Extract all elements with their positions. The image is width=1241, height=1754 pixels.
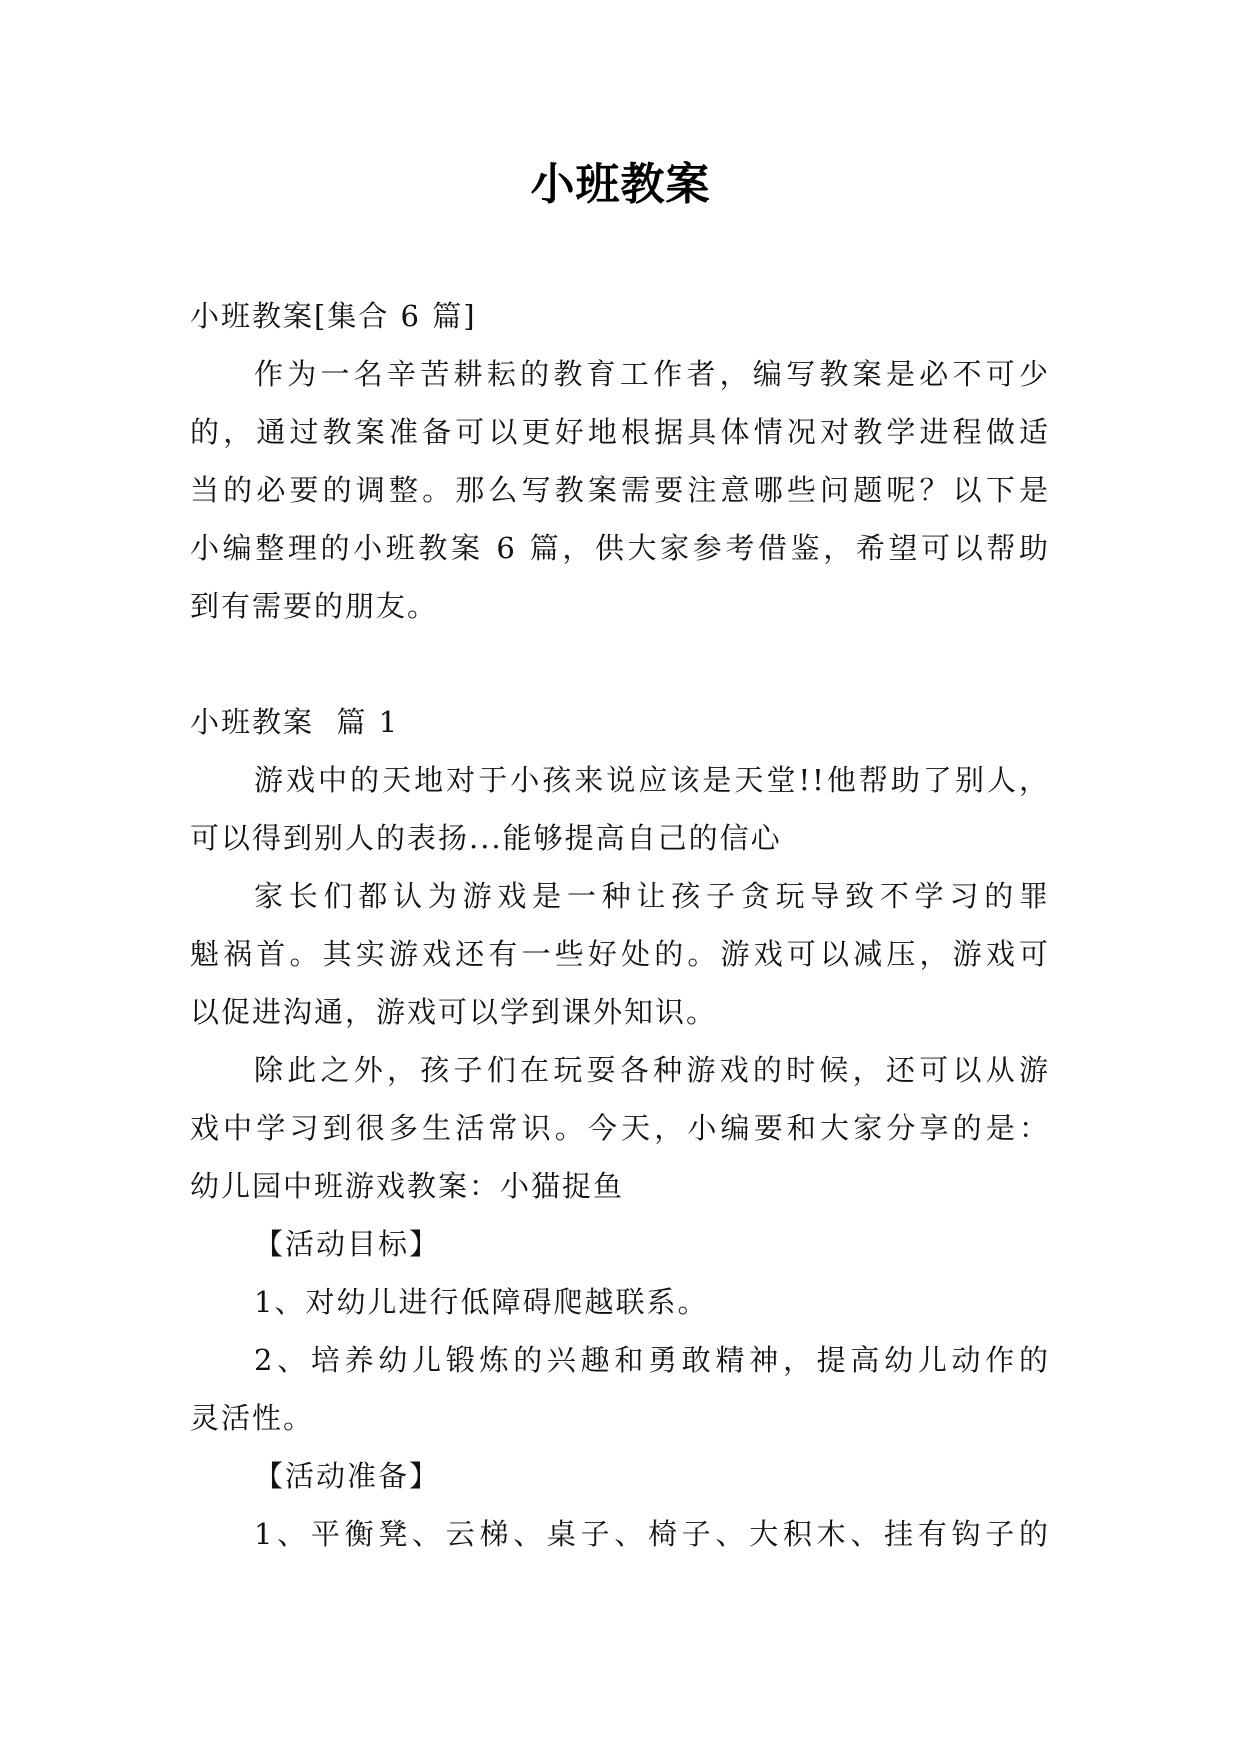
- paragraph-line: 小编整理的小班教案 6 篇，供大家参考借鉴，希望可以帮助: [190, 531, 1050, 565]
- activity-preparation-label: [190, 1447, 1050, 1505]
- intro-paragraph: [190, 345, 1050, 635]
- paragraph-line: 作为一名辛苦耕耘的教育工作者，编写教案是必不可少: [254, 357, 1050, 391]
- paragraph-line: 当的必要的调整。那么写教案需要注意哪些问题呢？以下是: [190, 473, 1050, 507]
- section-label: 【活动准备】: [254, 1459, 441, 1493]
- section-heading: 小班教案 篇 1: [190, 705, 400, 739]
- activity-goals-label: [190, 1215, 1050, 1273]
- paragraph-line: 魁祸首。其实游戏还有一些好处的。游戏可以减压，游戏可: [190, 937, 1050, 971]
- list-item: [190, 1331, 1050, 1447]
- paragraph-line: 除此之外，孩子们在玩耍各种游戏的时候，还可以从游: [254, 1053, 1050, 1087]
- paragraph-line: 戏中学习到很多生活常识。今天，小编要和大家分享的是：: [190, 1111, 1050, 1145]
- document-title: 小班教案: [530, 159, 711, 210]
- list-item-line: 2、培养幼儿锻炼的兴趣和勇敢精神，提高幼儿动作的: [254, 1343, 1050, 1377]
- paragraph-line: 以促进沟通，游戏可以学到课外知识。: [190, 995, 718, 1029]
- list-item-line: 1、平衡凳、云梯、桌子、椅子、大积木、挂有钩子的: [254, 1517, 1050, 1551]
- paragraph: [190, 867, 1050, 1041]
- paragraph-line: 到有需要的朋友。: [190, 589, 439, 623]
- document-body: [190, 287, 1050, 1563]
- list-item-line: 灵活性。: [190, 1401, 315, 1435]
- paragraph: [190, 1041, 1050, 1215]
- paragraph-line: 幼儿园中班游戏教案：小猫捉鱼: [190, 1169, 625, 1203]
- section-label: 【活动目标】: [254, 1227, 441, 1261]
- blank-line: [190, 635, 1050, 693]
- list-item-line: 1、对幼儿进行低障碍爬越联系。: [254, 1285, 709, 1319]
- paragraph: [190, 751, 1050, 867]
- collection-heading: 小班教案[集合 6 篇]: [190, 299, 477, 333]
- list-item: [190, 1273, 1050, 1331]
- paragraph-line: 游戏中的天地对于小孩来说应该是天堂!!他帮助了别人，: [254, 763, 1050, 797]
- paragraph-line: 家长们都认为游戏是一种让孩子贪玩导致不学习的罪: [254, 879, 1050, 913]
- paragraph-line: 的，通过教案准备可以更好地根据具体情况对教学进程做适: [190, 415, 1050, 449]
- paragraph-line: 可以得到别人的表扬...能够提高自己的信心: [190, 821, 782, 855]
- list-item: [190, 1505, 1050, 1563]
